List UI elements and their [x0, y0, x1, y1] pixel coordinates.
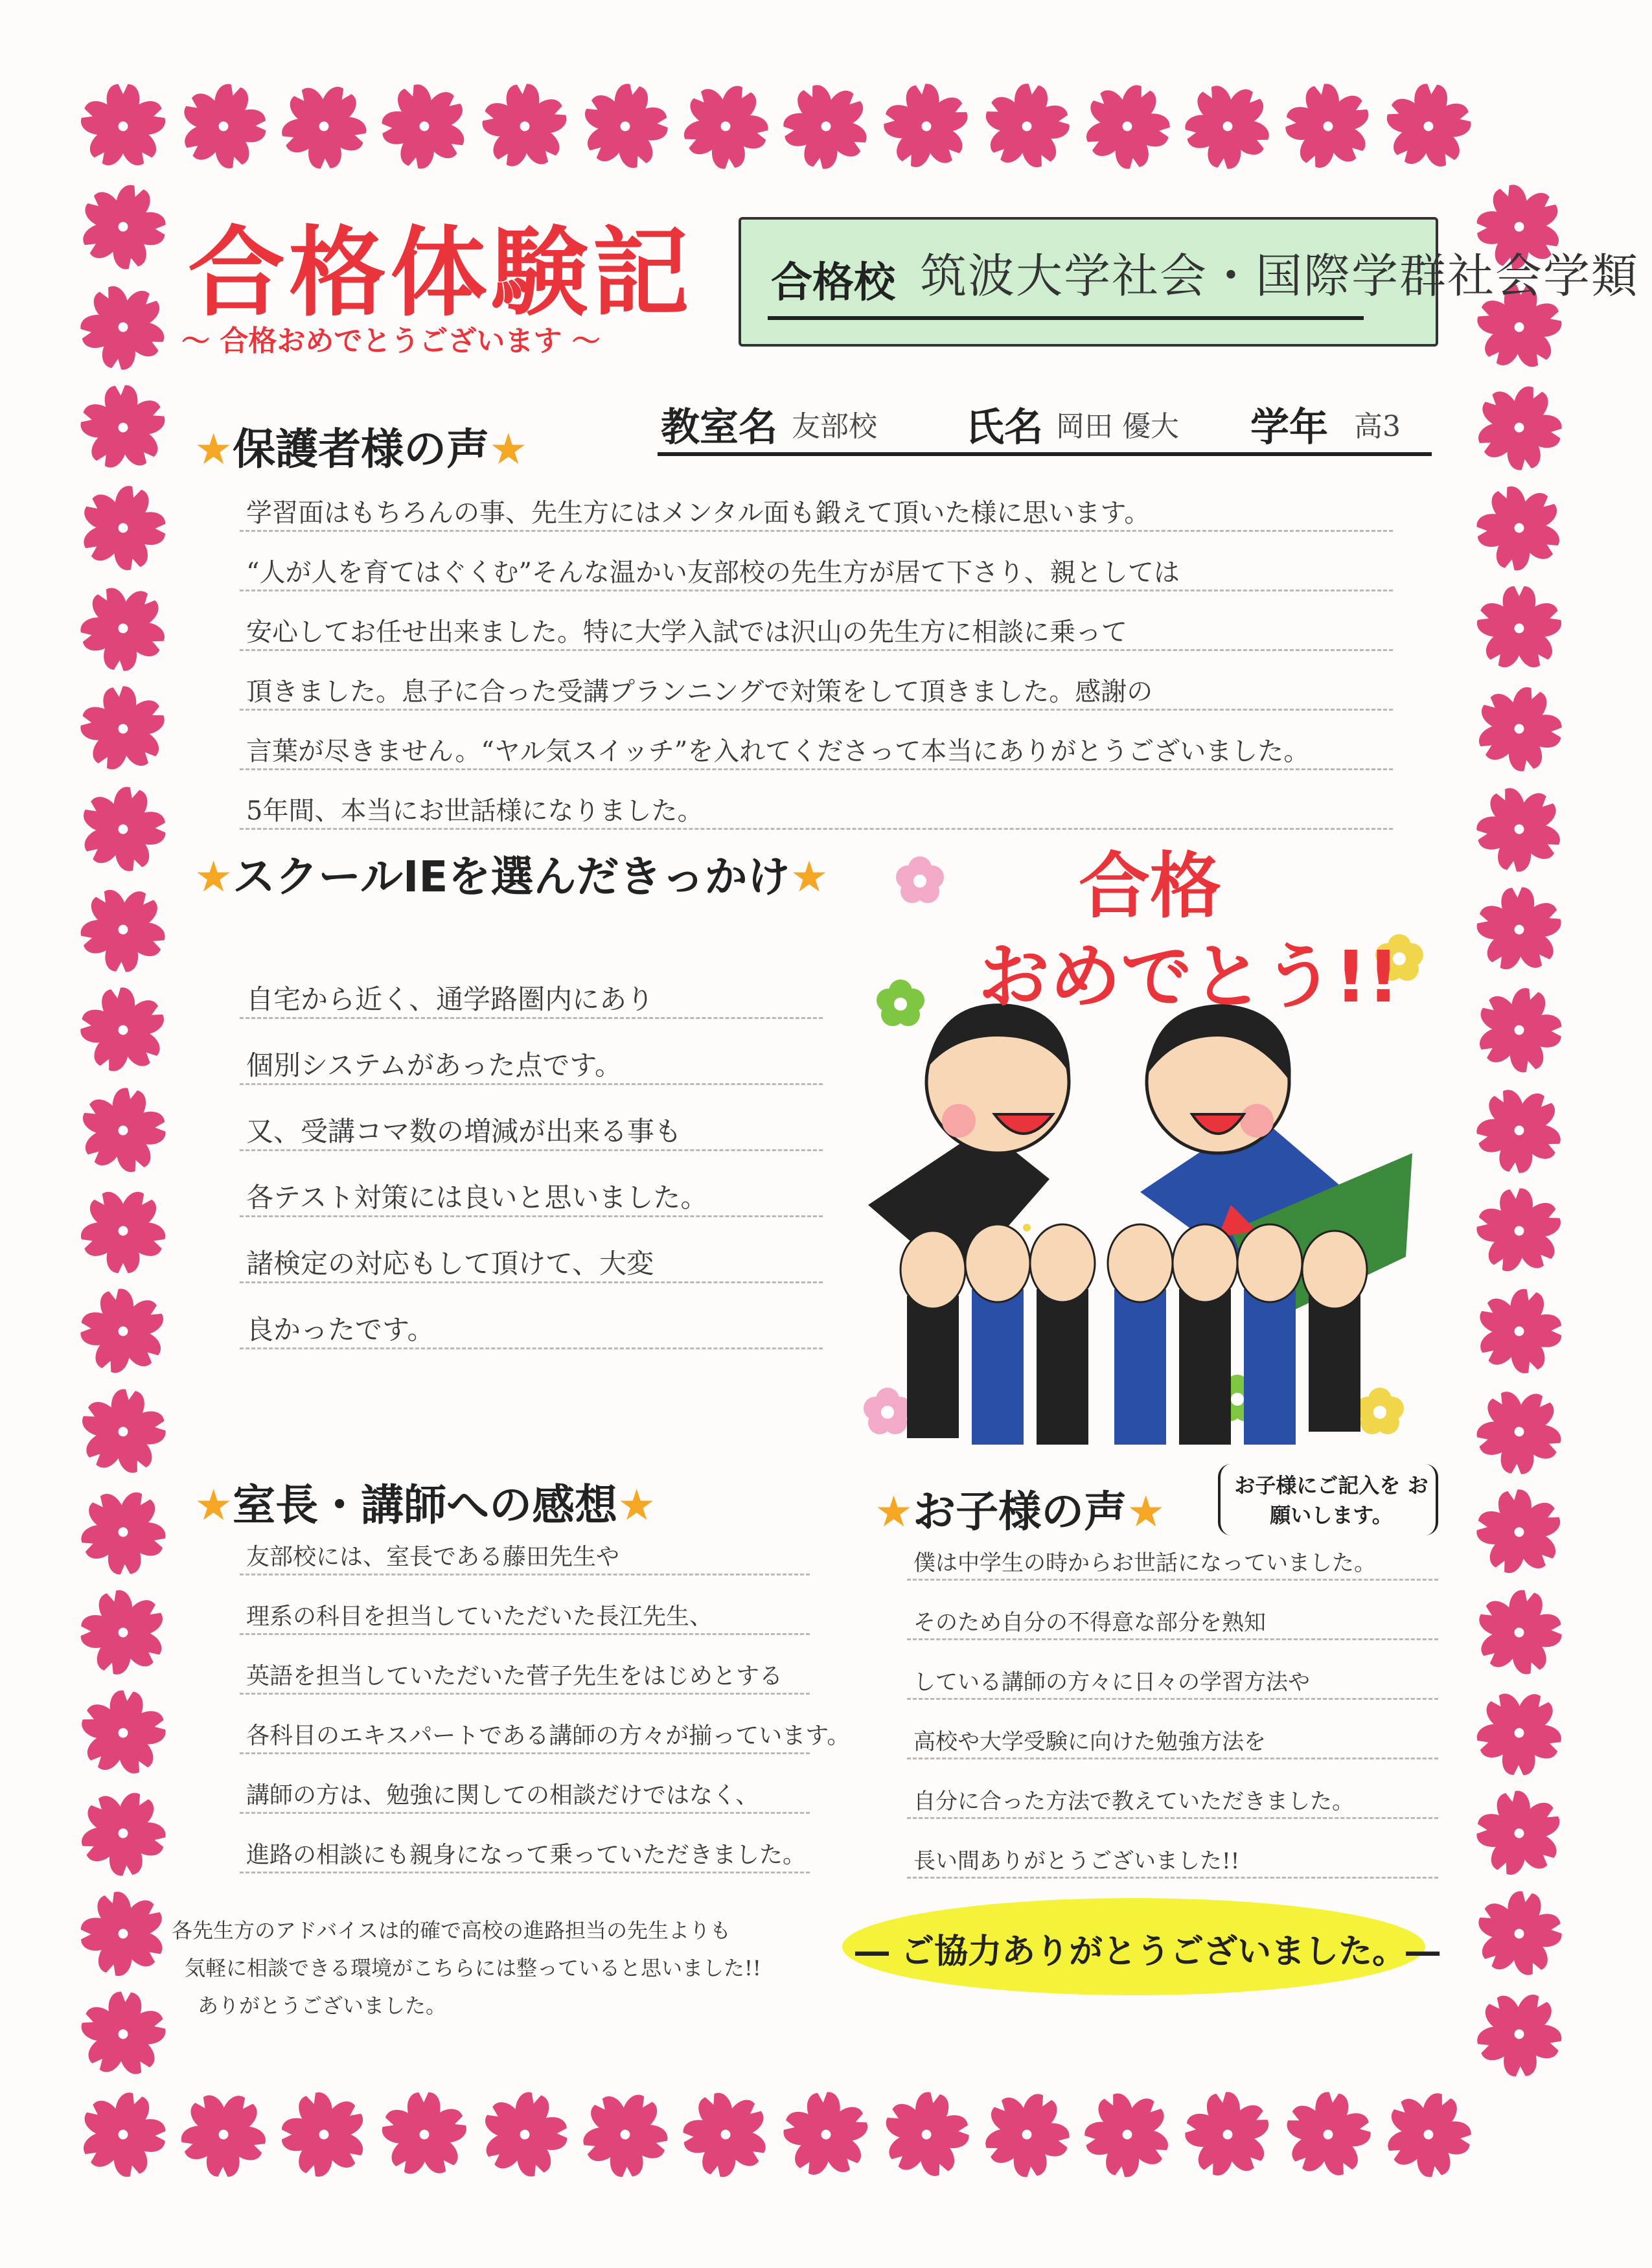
grade-value: 高3 — [1354, 410, 1401, 443]
comment-line: 安心してお任せ出来ました。特に大学入試では沢山の先生方に相談に乗って — [246, 617, 1127, 647]
sakura-flower-icon — [60, 1268, 185, 1393]
sakura-flower-icon — [63, 1373, 183, 1489]
sakura-flower-icon — [262, 66, 385, 188]
writing-rule — [240, 1347, 823, 1349]
sakura-flower-icon — [864, 63, 989, 188]
comment-line: 個別システムがあった点です。 — [246, 1049, 623, 1081]
page-subtitle: 〜 合格おめでとうございます 〜 — [181, 325, 601, 358]
child-note: お子様にご記入を お願いします。 — [1234, 1473, 1428, 1528]
writing-rule — [240, 709, 1393, 711]
writing-rule — [240, 1693, 810, 1695]
writing-rule — [240, 1812, 810, 1814]
writing-rule — [240, 1083, 823, 1085]
sakura-flower-icon — [1473, 1784, 1568, 1883]
grade-label: 学年 — [1250, 405, 1328, 450]
school-label: 合格校 — [771, 259, 895, 307]
sakura-flower-icon — [967, 67, 1086, 185]
comment-line: 友部校には、室長である藤田先生や — [246, 1544, 620, 1570]
staff-section-heading: ★室長・講師への感想★ — [194, 1480, 656, 1530]
sakura-flower-icon — [63, 165, 184, 288]
celebration-text-1: 合格 — [1079, 845, 1221, 928]
writing-rule — [907, 1877, 1438, 1879]
writing-rule — [240, 1149, 823, 1151]
writing-rule — [240, 1017, 823, 1019]
sakura-flower-icon — [62, 466, 185, 590]
sakura-flower-icon — [65, 2079, 179, 2191]
name-label: 氏名 — [965, 405, 1043, 450]
school-underline — [768, 316, 1364, 320]
sakura-flower-icon — [1456, 768, 1581, 893]
sakura-flower-icon — [1075, 2083, 1179, 2184]
comment-line: 各科目のエキスパートである講師の方々が揃っています。 — [246, 1723, 851, 1749]
comment-line: 長い間ありがとうございました!! — [913, 1848, 1240, 1874]
sakura-flower-icon — [867, 2076, 985, 2192]
celebration-text-2: おめでとう!! — [978, 935, 1400, 1018]
sakura-flower-icon — [67, 776, 178, 884]
sakura-flower-icon — [977, 2085, 1077, 2182]
sakura-flower-icon — [1460, 672, 1577, 787]
sakura-flower-icon — [262, 2073, 384, 2197]
comment-line: 自宅から近く、通学路圏内にあり — [246, 983, 654, 1015]
comment-line: 又、受講コマ数の増減が出来る事も — [246, 1116, 682, 1147]
sakura-flower-icon — [362, 65, 486, 189]
thanks-text: ― ご協力ありがとうございました。― — [855, 1932, 1440, 1971]
writing-rule — [240, 1752, 810, 1754]
comment-line: ありがとうございました。 — [198, 1993, 447, 2018]
sakura-flower-icon — [63, 569, 184, 689]
comment-line: 進路の相談にも親身になって乗っていただきました。 — [246, 1842, 807, 1868]
writing-rule — [240, 1633, 810, 1635]
sakura-flower-icon — [766, 65, 885, 186]
sakura-flower-icon — [76, 1082, 169, 1180]
sakura-flower-icon — [578, 78, 671, 176]
sakura-flower-icon — [1462, 1275, 1576, 1386]
sakura-flower-icon — [1460, 1071, 1576, 1189]
sakura-flower-icon — [1460, 1472, 1579, 1590]
writing-rule — [907, 1638, 1438, 1640]
info-underline — [658, 452, 1432, 456]
sakura-flower-icon — [75, 276, 174, 379]
writing-rule — [907, 1758, 1438, 1759]
comment-line: 講師の方は、勉強に関しての相談だけではなく、 — [246, 1782, 759, 1809]
writing-rule — [907, 1579, 1438, 1581]
sakura-flower-icon — [1462, 873, 1575, 988]
sakura-flower-icon — [76, 1486, 170, 1577]
sakura-flower-icon — [67, 1174, 177, 1287]
comment-line: そのため自分の不得意な部分を熟知 — [913, 1610, 1266, 1636]
sakura-flower-icon — [1178, 77, 1278, 174]
comment-line: 各先生方のアドバイスは的確で高校の進路担当の先生よりも — [172, 1918, 731, 1943]
sakura-flower-icon — [1456, 1168, 1581, 1292]
name-value: 岡田 優大 — [1056, 410, 1179, 443]
sakura-flower-icon — [763, 2072, 888, 2196]
reason-section-heading: ★スクールIEを選んだきっかけ★ — [194, 852, 829, 902]
sakura-flower-icon — [1168, 2075, 1288, 2193]
sakura-flower-icon — [467, 69, 580, 185]
comment-line: 諸検定の対応もして頂けて、大変 — [246, 1248, 654, 1279]
writing-rule — [240, 1574, 810, 1575]
comment-line: 英語を担当していただいた菅子先生をはじめとする — [246, 1663, 783, 1690]
sakura-flower-icon — [1367, 63, 1491, 188]
classroom-label: 教室名 — [661, 405, 777, 450]
writing-rule — [907, 1698, 1438, 1700]
sakura-flower-icon — [571, 2079, 678, 2189]
sakura-flower-icon — [368, 2078, 479, 2192]
sakura-flower-icon — [62, 1670, 187, 1794]
sakura-flower-icon — [1270, 68, 1387, 183]
classroom-value: 友部校 — [792, 410, 877, 443]
sakura-flower-icon — [1471, 1385, 1567, 1477]
comment-line: 自分に合った方法で教えていただきました。 — [913, 1789, 1354, 1815]
comment-line: 高校や大学受験に向けた勉強方法を — [913, 1729, 1266, 1755]
sakura-flower-icon — [73, 682, 174, 778]
comment-line: 気軽に相談できる環境がこちらには整っていると思いました!! — [185, 1956, 761, 1980]
sakura-flower-icon — [1474, 586, 1565, 672]
writing-rule — [907, 1817, 1438, 1819]
comment-line: 各テスト対策には良いと思いました。 — [246, 1182, 708, 1213]
writing-rule — [240, 768, 1393, 770]
sakura-flower-icon — [66, 1774, 181, 1892]
sakura-flower-icon — [168, 73, 279, 181]
comment-line: 頂きました。息子に合った受講プランニングで対策をして頂きました。感謝の — [246, 677, 1153, 707]
school-value: 筑波大学社会・国際学群社会学類 — [920, 249, 1640, 303]
sakura-flower-icon — [71, 374, 176, 482]
sakura-flower-icon — [1458, 1570, 1581, 1694]
sakura-flower-icon — [161, 2074, 285, 2197]
child-section-heading: ★お子様の声★ — [875, 1487, 1165, 1537]
sakura-flower-icon — [1460, 1873, 1579, 1994]
comment-line: 学習面はもちろんの事、先生方にはメンタル面も鍛えて頂いた様に思います。 — [246, 498, 1151, 528]
sakura-flower-icon — [67, 1976, 181, 2092]
writing-rule — [240, 530, 1393, 532]
comment-line: “人が人を育てはぐくむ”そんな温かい友部校の先生方が居て下さり、親としては — [246, 558, 1180, 588]
sakura-flower-icon — [1461, 472, 1577, 586]
sakura-flower-icon — [1075, 75, 1179, 176]
writing-rule — [240, 1281, 823, 1283]
sakura-flower-icon — [1267, 2072, 1392, 2196]
sakura-flower-icon — [673, 73, 776, 179]
sakura-flower-icon — [60, 869, 185, 992]
sakura-flower-icon — [1458, 1973, 1582, 2096]
sakura-flower-icon — [665, 2073, 785, 2195]
sakura-flower-icon — [80, 1888, 168, 1980]
writing-rule — [240, 1215, 823, 1217]
writing-rule — [240, 1872, 810, 1873]
sakura-flower-icon — [1474, 983, 1563, 1077]
writing-rule — [240, 590, 1393, 591]
comment-line: 僕は中学生の時からお世話になっていました。 — [913, 1550, 1376, 1576]
comment-line: 理系の科目を担当していただいた長江先生、 — [246, 1603, 713, 1630]
comment-line: 良かったです。 — [246, 1314, 435, 1346]
sakura-flower-icon — [479, 2088, 568, 2181]
lifting-arms — [901, 1224, 1367, 1445]
parent-section-heading: ★保護者様の声★ — [194, 424, 528, 474]
writing-rule — [240, 649, 1393, 651]
sakura-flower-icon — [78, 84, 168, 170]
comment-line: 5年間、本当にお世話様になりました。 — [246, 796, 704, 826]
sakura-flower-icon — [1370, 2074, 1489, 2194]
sakura-flower-icon — [1465, 1677, 1574, 1789]
sakura-flower-icon — [63, 970, 182, 1090]
sakura-flower-icon — [66, 1576, 180, 1688]
page-title: 合格体験記 — [188, 217, 694, 330]
sakura-flower-icon — [1458, 366, 1582, 491]
comment-line: 言葉が尽きません。“ヤル気スイッチ”を入れてくださって本当にありがとうございました。 — [246, 737, 1310, 766]
comment-line: している講師の方々に日々の学習方法や — [913, 1669, 1310, 1695]
